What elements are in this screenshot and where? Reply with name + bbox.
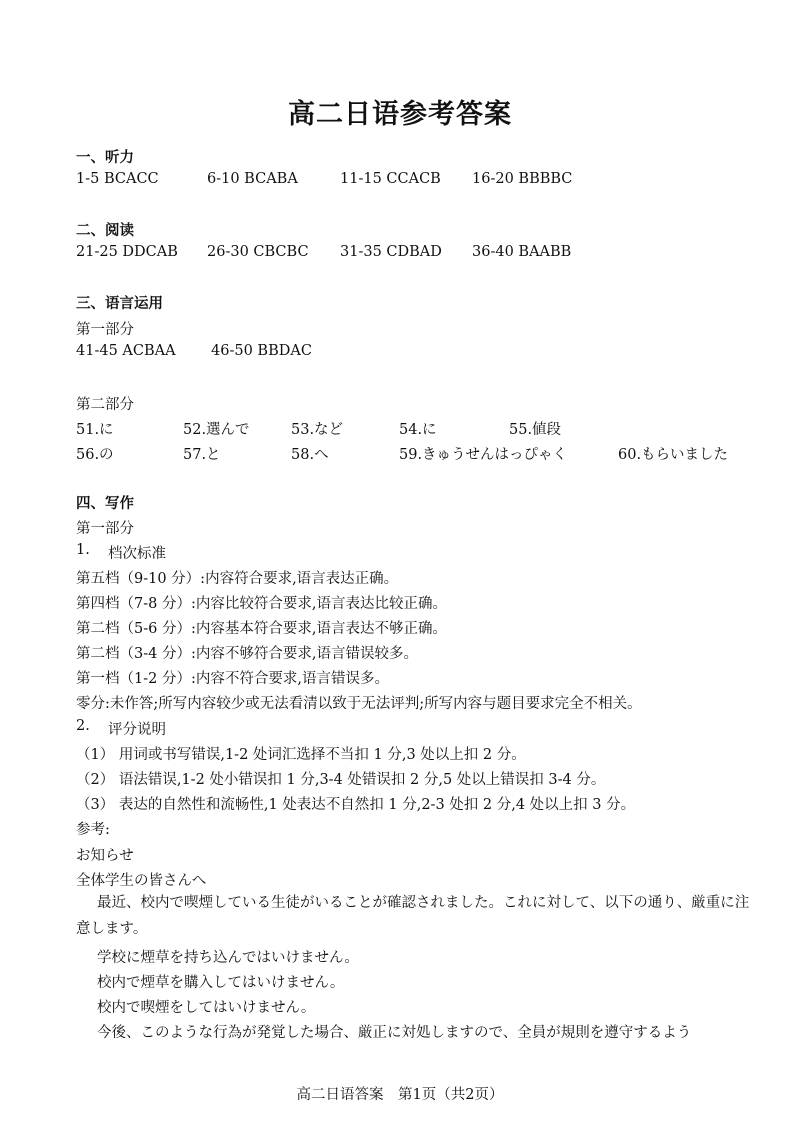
level-item: 零分:未作答;所写内容较少或无法看清以致于无法评判;所写内容与题目要求完全不相关。: [76, 696, 642, 712]
scoring-number: 2.: [76, 718, 90, 734]
scoring-item: （1） 用词或书写错误,1-2 处词汇选择不当扣 1 分,3 处以上扣 2 分。: [76, 747, 526, 763]
fill-answer: 60.もらいました: [618, 447, 729, 463]
fill-answer: 51.に: [76, 422, 114, 438]
answer-group: 46-50 BBDAC: [211, 343, 312, 359]
notice-title: お知らせ: [76, 848, 134, 864]
part-label: 第二部分: [76, 397, 134, 413]
notice-rule: 校内で煙草を購入してはいけません。: [97, 975, 345, 991]
notice-rule: 校内で喫煙をしてはいけません。: [97, 1000, 316, 1016]
criteria-title: 档次标准: [108, 546, 166, 562]
notice-paragraph: 最近、校内で喫煙している生徒がいることが確認されました。これに対して、以下の通り、厳重に注意します。: [76, 895, 750, 937]
fill-answer: 56.の: [76, 447, 114, 463]
fill-answer: 53.など: [291, 422, 344, 438]
fill-answer: 54.に: [399, 422, 437, 438]
section-heading-language-use: 三、语言运用: [76, 296, 163, 312]
notice-rule: 学校に煙草を持ち込んではいけません。: [97, 950, 359, 966]
answer-group: 11-15 CCACB: [340, 171, 441, 187]
answer-group: 41-45 ACBAA: [76, 343, 176, 359]
notice-paragraph: 今後、このような行為が発覚した場合、厳正に対処しますので、全員が規則を遵守するよう: [97, 1025, 692, 1041]
level-item: 第五档（9-10 分）:内容符合要求,语言表达正确。: [76, 571, 399, 587]
fill-answer: 59.きゅうせんはっぴゃく: [399, 447, 568, 463]
fill-answer: 55.値段: [509, 422, 562, 438]
level-item: 第一档（1-2 分）:内容不符合要求,语言错误多。: [76, 671, 389, 687]
level-item: 第二档（3-4 分）:内容不够符合要求,语言错误较多。: [76, 646, 418, 662]
answer-group: 31-35 CDBAD: [340, 244, 442, 260]
scoring-item: （3） 表达的自然性和流畅性,1 处表达不自然扣 1 分,2-3 处扣 2 分,4 处以上扣 3 分。: [76, 797, 636, 813]
notice-addressee: 全体学生の皆さんへ: [76, 873, 207, 889]
section-heading-listening: 一、听力: [76, 150, 134, 166]
fill-answer: 52.選んで: [183, 422, 250, 438]
level-item: 第四档（7-8 分）:内容比较符合要求,语言表达比较正确。: [76, 596, 447, 612]
answer-group: 26-30 CBCBC: [207, 244, 309, 260]
part-label: 第一部分: [76, 322, 134, 338]
fill-answer: 58.へ: [291, 447, 329, 463]
part-label: 第一部分: [76, 521, 134, 537]
answer-group: 6-10 BCABA: [207, 171, 298, 187]
answer-group: 36-40 BAABB: [472, 244, 572, 260]
reference-label: 参考:: [76, 822, 110, 838]
scoring-item: （2） 语法错误,1-2 处小错误扣 1 分,3-4 处错误扣 2 分,5 处以上错误扣 3-4 分。: [76, 772, 606, 788]
section-heading-reading: 二、阅读: [76, 223, 134, 239]
scoring-title: 评分说明: [108, 722, 166, 738]
criteria-number: 1.: [76, 542, 90, 558]
section-heading-writing: 四、写作: [76, 496, 134, 512]
level-item: 第二档（5-6 分）:内容基本符合要求,语言表达不够正确。: [76, 621, 447, 637]
answer-group: 21-25 DDCAB: [76, 244, 178, 260]
answer-group: 1-5 BCACC: [76, 171, 159, 187]
answer-group: 16-20 BBBBC: [472, 171, 573, 187]
page-footer: 高二日语答案 第1页（共2页）: [296, 1087, 504, 1103]
page-title: 高二日语参考答案: [288, 99, 512, 130]
fill-answer: 57.と: [183, 447, 221, 463]
